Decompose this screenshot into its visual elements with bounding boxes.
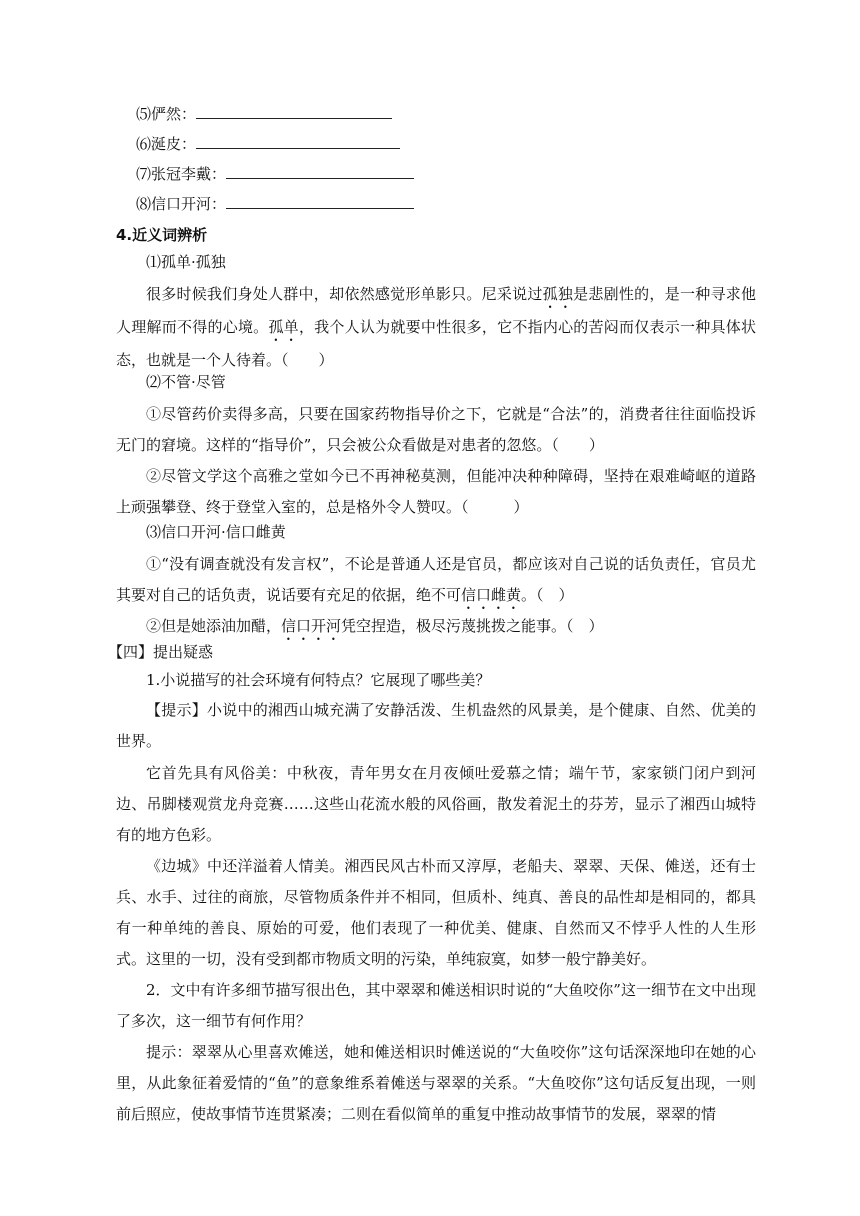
hint-paragraph: 提示：翠翠从心里喜欢傩送，她和傩送相识时傩送说的“大鱼咬你”这句话深深地印在她的心里，从此象征着爱情的“鱼”的意象维系着傩送与翠翠的关系。“大鱼咬你”这句话反复出现，一则前后照应，使故事情节连贯紧凑；二则在看似简单的重复中推动故事情节的发展，翠翠的情	[116, 1043, 756, 1123]
hint-label: 【提示】	[146, 701, 208, 719]
section-heading: 4.近义词辨析	[116, 226, 208, 244]
fill-item	[136, 104, 392, 124]
fill-item-label: ⑸俨然：	[136, 105, 197, 123]
paragraph: ②但是她添油加醋，信口开河凭空捏造，极尽污蔑挑拨之能事。（ ）	[146, 617, 604, 635]
emphasized-word: 孤单	[268, 318, 299, 336]
paragraph: 它首先具有风俗美：中秋夜，青年男女在月夜倾吐爱慕之情；端午节，家家锁门闭户到河边、吊脚楼观赏龙舟竞赛……这些山花流水般的风俗画，散发着泥土的芬芳，显示了湘西山城特有的地方色彩。	[116, 764, 756, 844]
question: 1.小说描写的社会环境有何特点？它展现了哪些美？	[146, 671, 491, 689]
item-title: ⑵不管·尽管	[146, 373, 226, 391]
fill-item-label: ⑹涎皮：	[136, 135, 197, 153]
fill-item	[136, 134, 400, 154]
answer-blank[interactable]	[226, 194, 414, 209]
answer-blank[interactable]	[196, 134, 400, 149]
answer-blank[interactable]	[196, 104, 392, 119]
fill-item-label: ⑻信口开河：	[136, 195, 227, 213]
paragraph: 《边城》中还洋溢着人情美。湘西民风古朴而又淳厚，老船夫、翠翠、天保、傩送，还有士兵、水手、过往的商旅，尽管物质条件并不相同，但质朴、纯真、善良的品性却是相同的，都具有一种单纯的善良、原始的可爱，他们表现了一种优美、健康、自然而又不悖乎人性的人生形式。这里的一切，没有受到都市物质文明的污染，单纯寂寞，如梦一般宁静美好。	[116, 857, 756, 968]
paragraph: ①尽管药价卖得多高，只要在国家药物指导价之下，它就是“合法”的，消费者往往面临投诉无门的窘境。这样的“指导价”，只会被公众看做是对患者的忽悠。（ ）	[116, 405, 756, 454]
hint-paragraph: 【提示】小说中的湘西山城充满了安静活泼、生机盎然的风景美，是个健康、自然、优美的世界。	[116, 701, 756, 750]
item-title: ⑴孤单·孤独	[146, 253, 226, 271]
question: 2．文中有许多细节描写很出色，其中翠翠和傩送相识时说的“大鱼咬你”这一细节在文中出现了多次，这一细节有何作用？	[116, 981, 756, 1030]
section-heading: 【四】提出疑惑	[108, 643, 214, 661]
paragraph: ①“没有调查就没有发言权”，不论是普通人还是官员，都应该对自己说的话负责任，官员尤其要对自己的话负责，说话要有充足的依据，绝不可信口雌黄。（ ）	[116, 555, 756, 604]
emphasized-word: 孤独	[542, 285, 574, 303]
emphasized-word: 信口开河	[281, 617, 342, 635]
item-title: ⑶信口开河·信口雌黄	[146, 523, 286, 541]
fill-item	[136, 164, 414, 184]
fill-item	[136, 194, 414, 214]
answer-blank[interactable]	[226, 164, 414, 179]
paragraph: 很多时候我们身处人群中，却依然感觉形单影只。尼采说过孤独是悲剧性的，是一种寻求他人理解而不得的心境。孤单，我个人认为就要中性很多，它不指内心的苦闷而仅表示一种具体状态，也就是一个人待着。（ ）	[116, 285, 756, 369]
emphasized-word: 信口雌黄	[461, 586, 522, 604]
fill-item-label: ⑺张冠李戴：	[136, 165, 227, 183]
paragraph: ②尽管文学这个高雅之堂如今已不再神秘莫测，但能冲决种种障碍，坚持在艰难崎岖的道路上顽强攀登、终于登堂入室的，总是格外令人赞叹。（ ）	[116, 467, 756, 516]
